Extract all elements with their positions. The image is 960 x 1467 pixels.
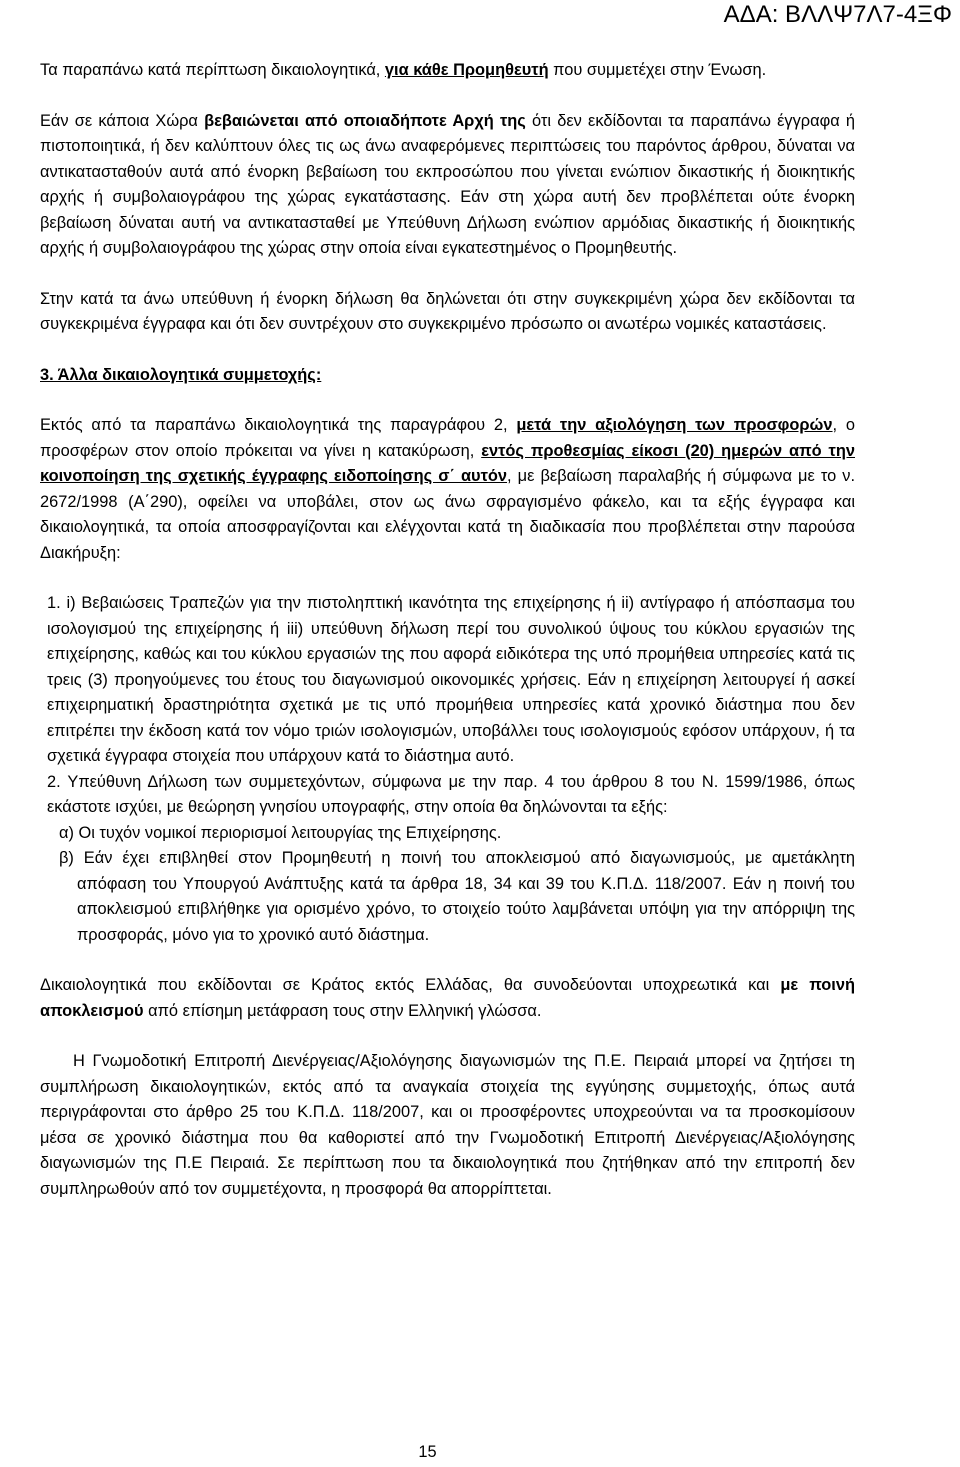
ada-code: ΑΔΑ: ΒΛΛΨ7Λ7-4ΞΦ	[723, 1, 952, 28]
text: , με βεβαίωση παραλαβής ή σύμφωνα με το ν. 2672/1998 (Α΄290), οφείλει να υποβάλει, στον ως άνω σφραγισμένο φάκελο, και τα εξής έγγραφα και δικαιολογητικά, τα οποία αποσφραγίζονται και ελέγχονται κατά τη διαδικασία που προβλέπεται στην παρούσα Διακήρυξη:	[40, 467, 856, 562]
paragraph-foreign-country	[40, 109, 855, 262]
text: Δικαιολογητικά που εκδίδονται σε Κράτος εκτός Ελλάδας, θα συνοδεύονται υποχρεωτικά και	[40, 976, 781, 994]
list-subitem-exclusion-penalty: β) Εάν έχει επιβληθεί στον Προμηθευτή η ποινή του αποκλεισμού από διαγωνισμούς, με αμετάκλητη απόφαση του Υπουργού Ανάπτυξης κατά τα άρθρα 18, 34 και 39 του Κ.Π.Δ. 118/2007. Εάν η ποινή του αποκλεισμού επιβλήθηκε για ορισμένο χρόνο, το στοιχείο τούτο λαμβάνεται υπόψη για την απόρριψη της προσφοράς, μόνο για το χρονικό αυτό διάστημα.	[59, 849, 855, 944]
text: Εάν σε κάποια Χώρα	[40, 111, 205, 130]
list-subitem-legal-restrictions: α) Οι τυχόν νομικοί περιορισμοί λειτουργίας της Επιχείρησης.	[59, 823, 502, 842]
emphasis-certified-by-authority: βεβαιώνεται από οποιαδήποτε Αρχή της	[204, 111, 526, 130]
paragraph-other-documents	[40, 413, 855, 566]
emphasis-exclusion-penalty: με ποινή αποκλεισμού	[40, 976, 855, 1020]
text: από επίσημη μετάφραση τους στην Ελληνική γλώσσα.	[143, 1001, 542, 1020]
section-heading: 3. Άλλα δικαιολογητικά συμμετοχής:	[40, 365, 322, 384]
text: Εκτός από τα παραπάνω δικαιολογητικά της παραγράφου 2,	[40, 416, 517, 434]
paragraph-union-suppliers	[40, 58, 855, 84]
text: ότι δεν εκδίδονται τα παραπάνω έγγραφα ή πιστοποιητικά, ή δεν καλύπτουν όλες τις ως άνω αναφερόμενες περιπτώσεις του παρόντος άρθρου, δύναται να αντικατασταθούν αυτά από ένορκη βεβαίωση του εκπροσώπου που γίνεται ενώπιον δικαστικής ή διοικητικής αρχής ή συμβολαιογράφου της χώρας εγκατάστασης. Εάν στη χώρα αυτή δεν προβλέπεται ούτε ένορκη βεβαίωση δύναται αυτή να αντικατασταθεί με Υπεύθυνη Δήλωση ενώπιον αρμόδιας δικαστικής ή διοικητικής αρχής ή συμβολαιογράφου της χώρας στην οποία είναι εγκατεστημένος ο Προμηθευτής.	[40, 111, 855, 257]
emphasis-deadline: εντός προθεσμίας είκοσι (20) ημερών από την κοινοποίηση της σχετικής έγγραφης ειδοποίησης σ΄ αυτόν	[40, 441, 855, 485]
document-body	[40, 58, 855, 1202]
paragraph-sworn-declaration: Στην κατά τα άνω υπεύθυνη ή ένορκη δήλωση θα δηλώνεται ότι στην συγκεκριμένη χώρα δεν εκδίδονται τα συγκεκριμένα έγγραφα και ότι δεν συντρέχουν στο συγκεκριμένο πρόσωπο οι ανωτέρω νομικές καταστάσεις.	[40, 289, 855, 333]
document-list	[40, 591, 855, 948]
list-item-bank-certificates: 1. i) Βεβαιώσεις Τραπεζών για την πιστοληπτική ικανότητα της επιχείρησης ή ii) αντίγραφο ή απόσπασμα του ισολογισμού της επιχείρησης ή iii) υπεύθυνη δήλωση περί του συνολικού ύψους του κύκλου εργασιών της επιχείρησης, καθώς και του κύκλου εργασιών της που αφορά ειδικότερα της υπό προμήθεια υπηρεσίες κατά τις τρεις (3) προηγούμενες του έτους του διαγωνισμού οικονομικές χρήσεις. Εάν η επιχείρηση λειτουργεί ή ασκεί επιχειρηματική δραστηριότητα σχετικά με τις υπό προμήθεια υπηρεσίες κατά χρονικό διάστημα που δεν επιτρέπει την έκδοση κατά τον νόμο τριών ισολογισμών, υποβάλλει τους ισολογισμούς εφόσον υπάρχουν, ή τα σχετικά έγγραφα στοιχεία που υπάρχουν κατά το διάστημα αυτό.	[47, 594, 855, 765]
text: Τα παραπάνω κατά περίπτωση δικαιολογητικά,	[40, 61, 385, 79]
paragraph-foreign-documents	[40, 973, 855, 1024]
emphasis-after-evaluation: μετά την αξιολόγηση των προσφορών	[516, 416, 833, 434]
emphasis-each-supplier: για κάθε Προμηθευτή	[384, 61, 549, 79]
page-number: 15	[418, 1443, 437, 1461]
paragraph-committee-request: Η Γνωμοδοτική Επιτροπή Διενέργειας/Αξιολόγησης διαγωνισμών της Π.Ε. Πειραιά μπορεί να ζητήσει τη συμπλήρωση δικαιολογητικών, εκτός από τα αναγκαία στοιχεία της εγγύησης συμμετοχής, όπως αυτά περιγράφονται στο άρθρο 25 του Κ.Π.Δ. 118/2007, και οι προσφέροντες υποχρεούνται να τα προσκομίσουν μέσα σε χρονικό διάστημα που θα καθοριστεί από την Γνωμοδοτική Επιτροπή Διενέργειας/Αξιολόγησης διαγωνισμών της Π.Ε Πειραιά. Σε περίπτωση που τα δικαιολογητικά που ζητήθηκαν από την επιτροπή δεν συμπληρωθούν από τον συμμετέχοντα, η προσφορά θα απορρίπτεται.	[40, 1052, 855, 1198]
list-item-responsible-declaration: 2. Υπεύθυνη Δήλωση των συμμετεχόντων, σύμφωνα με την παρ. 4 του άρθρου 8 του Ν. 1599/1986, όπως εκάστοτε ισχύει, με θεώρηση γνησίου υπογραφής, στην οποία θα δηλώνονται τα εξής:	[47, 772, 855, 816]
text: , ο προσφέρων στον οποίο πρόκειται να γίνει η κατακύρωση,	[40, 416, 855, 460]
text: που συμμετέχει στην Ένωση.	[548, 61, 767, 79]
